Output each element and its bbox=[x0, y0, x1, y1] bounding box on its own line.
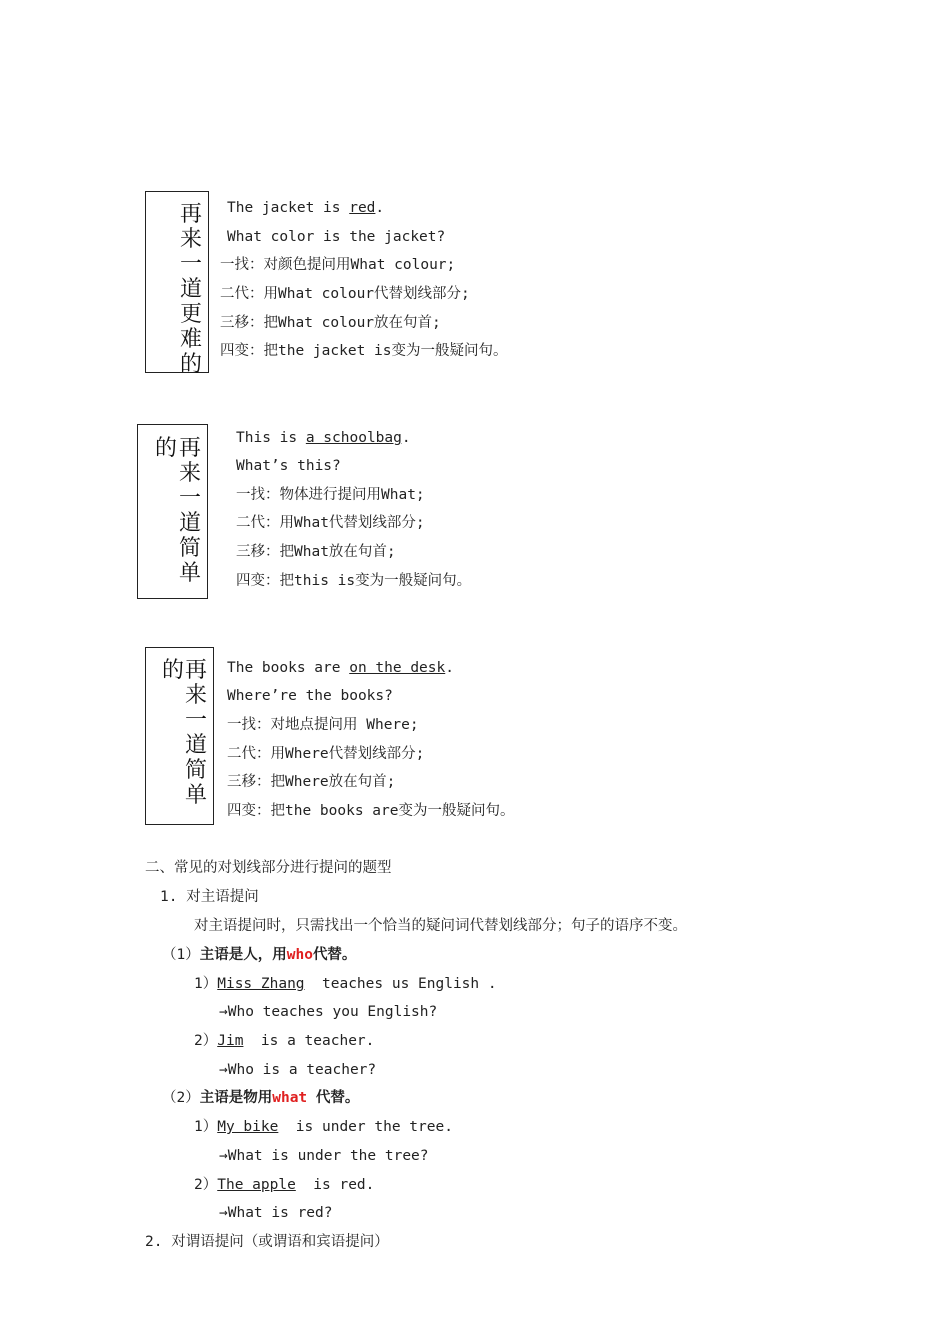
step-4: 四变：把the jacket is变为一般疑问句。 bbox=[220, 343, 508, 359]
vertical-label-3-left: 的 bbox=[161, 658, 184, 683]
step-2: 二代：用Where代替划线部分; bbox=[227, 746, 425, 762]
example-4: 2）The apple is red. bbox=[194, 1177, 375, 1193]
keyword-what: what bbox=[272, 1090, 308, 1106]
example-3-answer: →What is under the tree? bbox=[219, 1148, 429, 1164]
example-2: 2）Jim is a teacher. bbox=[194, 1033, 375, 1049]
step-3: 三移：把What colour放在句首; bbox=[220, 315, 441, 331]
example-1: 1）Miss Zhang teaches us English . bbox=[194, 976, 497, 992]
example-sentence: This is a schoolbag. bbox=[236, 430, 411, 446]
underlined-part: My bike bbox=[217, 1119, 279, 1135]
vertical-label-1: 再 来 一 道 更 难 的 bbox=[179, 202, 202, 377]
step-2: 二代：用What colour代替划线部分; bbox=[220, 286, 470, 302]
question-sentence: Where’re the books? bbox=[227, 688, 393, 704]
step-4: 四变：把this is变为一般疑问句。 bbox=[236, 573, 472, 589]
example-1-answer: →Who teaches you English? bbox=[219, 1004, 438, 1020]
subsection-title-2: 2. 对谓语提问（或谓语和宾语提问） bbox=[145, 1234, 389, 1250]
step-2: 二代：用What代替划线部分; bbox=[236, 515, 425, 531]
underlined-part: The apple bbox=[217, 1177, 296, 1193]
question-sentence: What color is the jacket? bbox=[227, 229, 446, 245]
subsection-description: 对主语提问时，只需找出一个恰当的疑问词代替划线部分；句子的语序不变。 bbox=[194, 918, 687, 934]
underlined-part: Jim bbox=[217, 1033, 244, 1049]
underlined-part: a schoolbag bbox=[305, 430, 402, 446]
vertical-label-2-left: 的 bbox=[154, 436, 177, 461]
example-4-answer: →What is red? bbox=[219, 1205, 333, 1221]
section-heading: 二、常见的对划线部分进行提问的题型 bbox=[145, 860, 392, 876]
rule-subject-thing: （2）主语是物用what 代替。 bbox=[162, 1090, 360, 1106]
keyword-who: who bbox=[286, 947, 313, 963]
underlined-part: on the desk bbox=[349, 660, 446, 676]
example-3: 1）My bike is under the tree. bbox=[194, 1119, 453, 1135]
rule-subject-person: （1）主语是人，用who代替。 bbox=[162, 947, 357, 963]
step-1: 一找：对地点提问用 Where; bbox=[227, 717, 419, 733]
step-3: 三移：把What放在句首; bbox=[236, 544, 396, 560]
step-1: 一找：对颜色提问用What colour; bbox=[220, 257, 456, 273]
underlined-part: red bbox=[349, 200, 376, 216]
step-3: 三移：把Where放在句首; bbox=[227, 774, 396, 790]
step-1: 一找：物体进行提问用What; bbox=[236, 487, 425, 503]
underlined-part: Miss Zhang bbox=[217, 976, 305, 992]
vertical-label-3: 再 来 一 道 简 单 bbox=[184, 658, 207, 808]
subsection-title: 1. 对主语提问 bbox=[160, 889, 259, 905]
example-2-answer: →Who is a teacher? bbox=[219, 1062, 377, 1078]
example-sentence: The jacket is red. bbox=[227, 200, 385, 216]
example-sentence: The books are on the desk. bbox=[227, 660, 454, 676]
step-4: 四变：把the books are变为一般疑问句。 bbox=[227, 803, 515, 819]
question-sentence: What’s this? bbox=[236, 458, 341, 474]
vertical-label-2: 再 来 一 道 简 单 bbox=[178, 436, 201, 586]
